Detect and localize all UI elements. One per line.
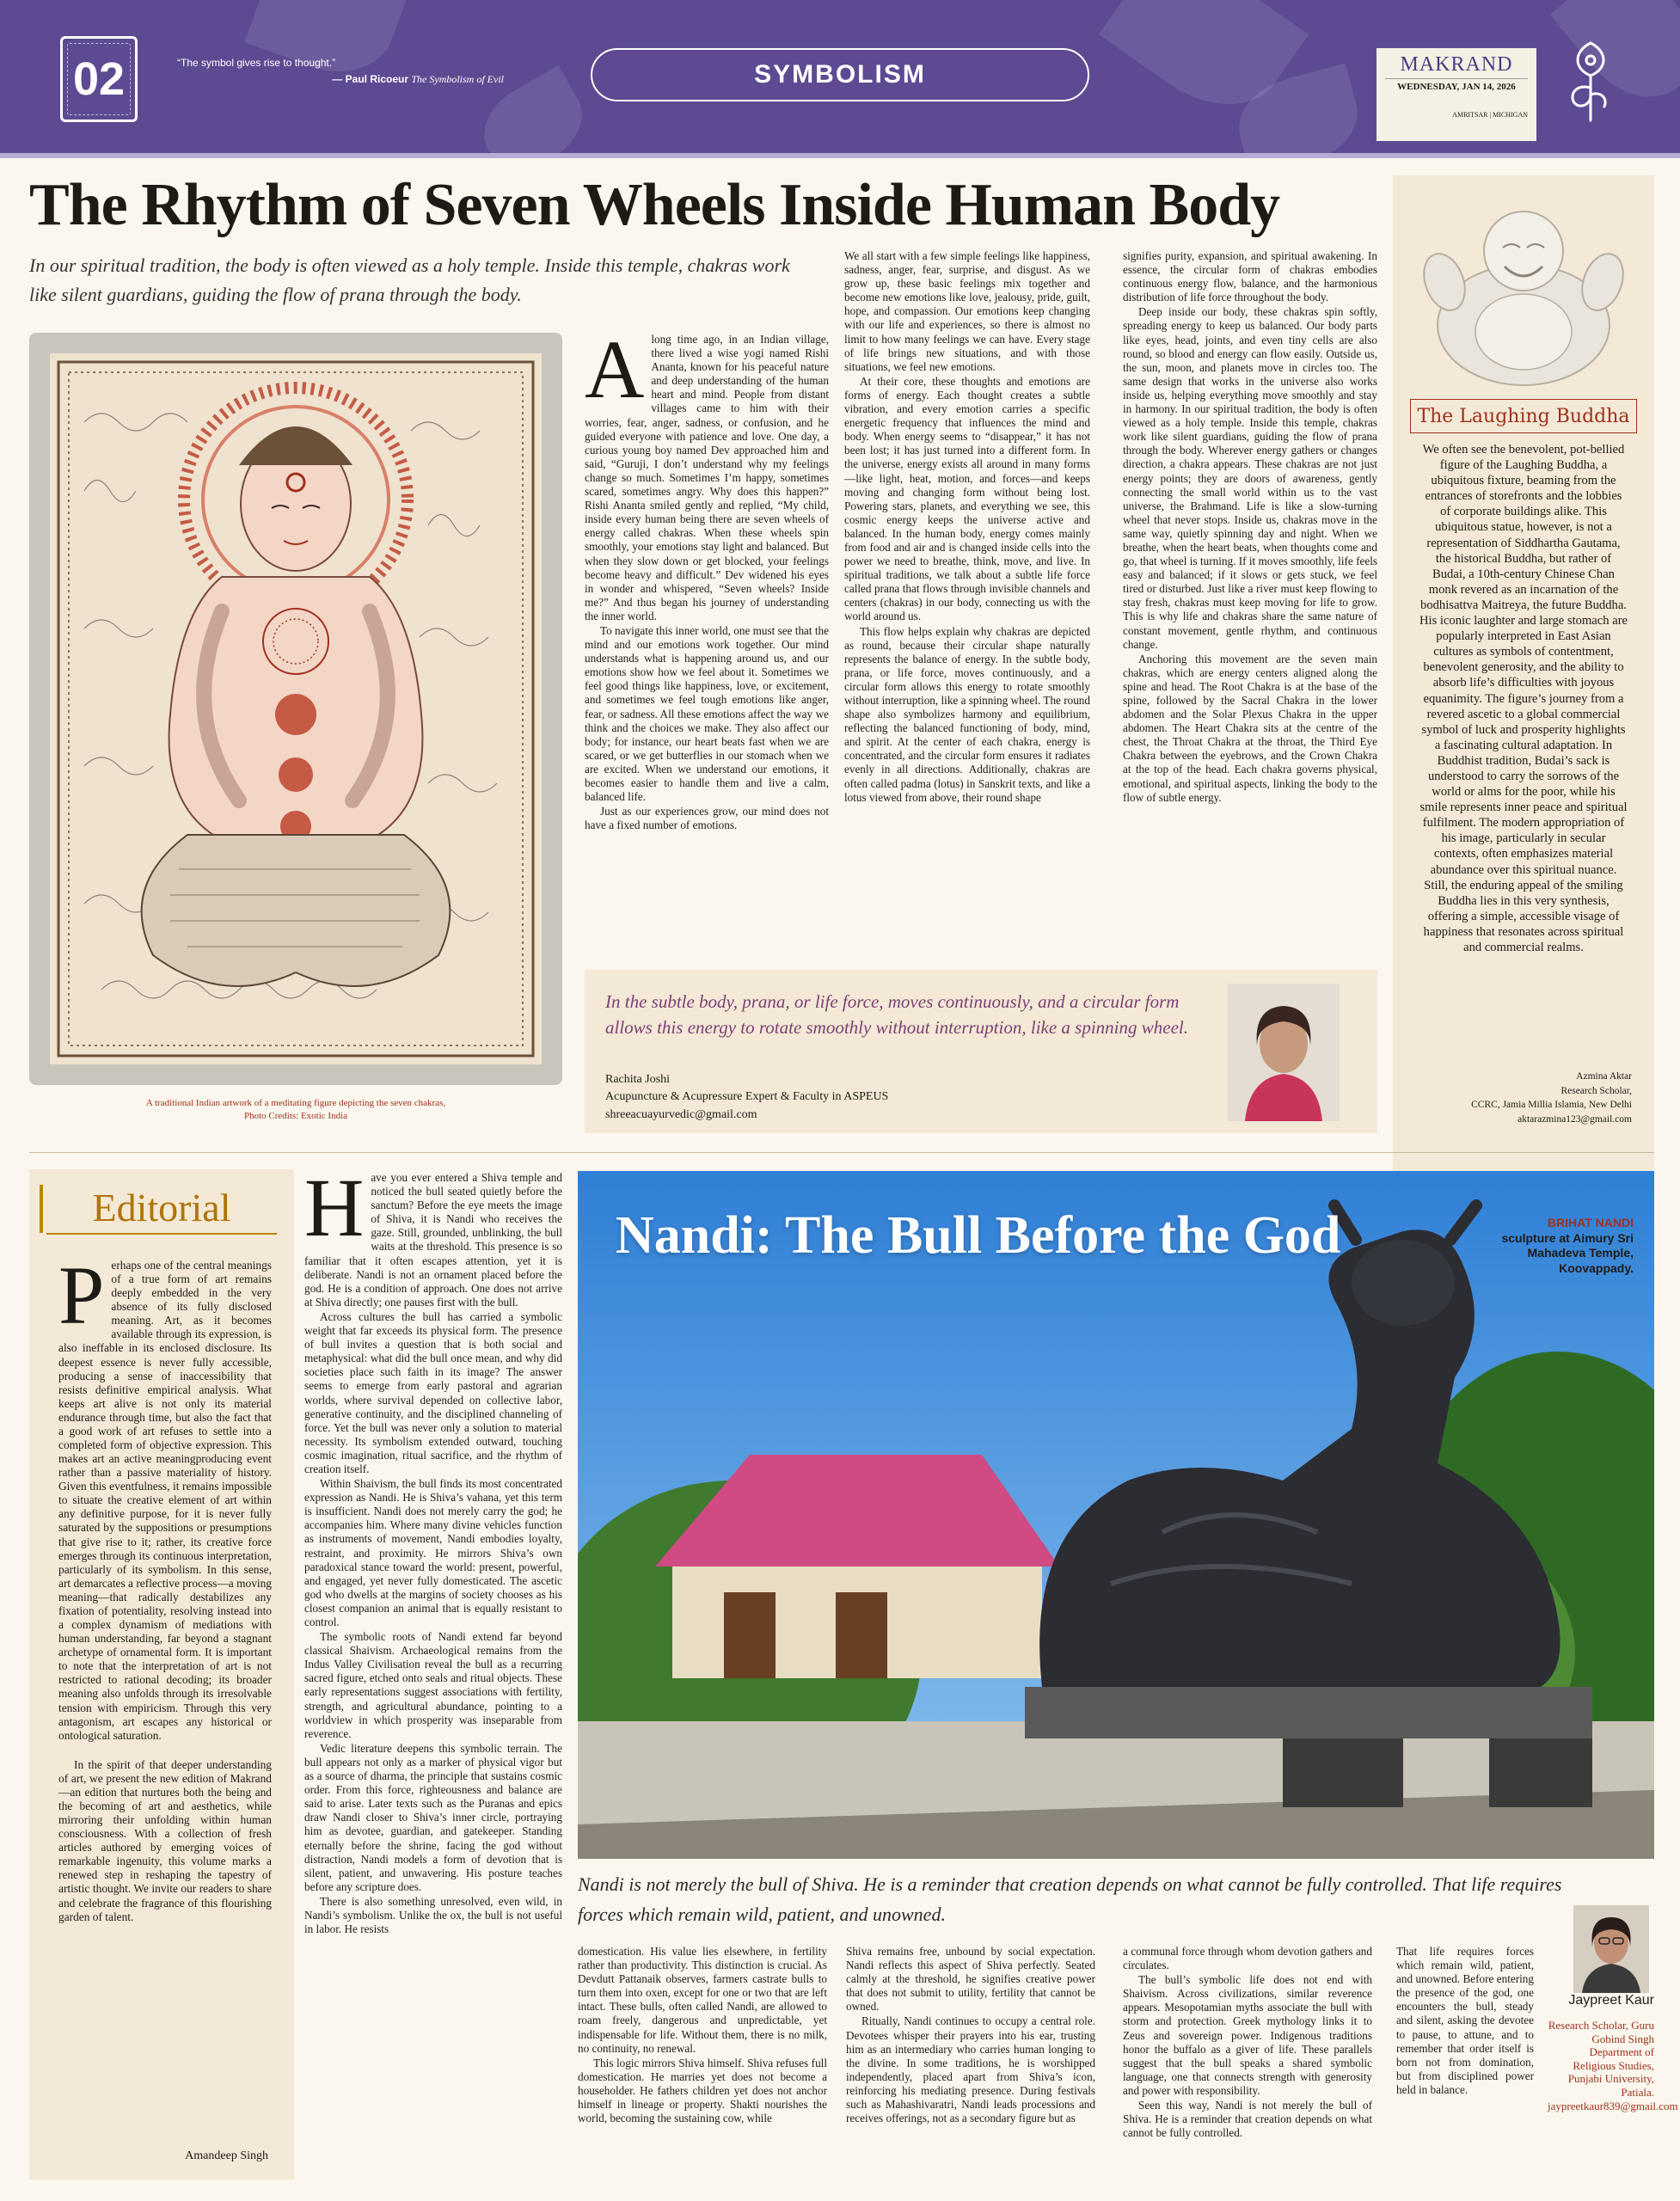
editorial-heading: Editorial xyxy=(46,1181,277,1235)
chakra-figure-image xyxy=(50,353,542,1064)
painting-credit: Photo Credits: Exotic India xyxy=(243,1111,348,1122)
painting-caption-line: A traditional Indian artwork of a meditating figure depicting the seven chakras, xyxy=(145,1098,446,1108)
paragraph: Seen this way, Nandi is not merely the bull of Shiva. He is a reminder that creation depends on what cannot be fully controlled. xyxy=(1123,2099,1372,2140)
page-number-badge xyxy=(60,36,138,122)
author-photo xyxy=(1228,984,1340,1121)
nandi-column-5 xyxy=(1396,1945,1534,2184)
paragraph: Across cultures the bull has carried a symbolic weight that far exceeds its physical form. The presence of bull invites a question that is both social and metaphysical: what did the bull once mean, and why did societies place such faith in its image? The answer seems to emerge from early pastoral and agrarian worlds, where survival depended on collective labor, generative continuity, and the disciplined channeling of force. Yet the bull was never only a solution to material necessity. Its symbolism extended outward, touching cosmic imagination, ritual sacrifice, and the rhythm of creation itself. xyxy=(304,1309,562,1475)
credit-name: Azmina Aktar xyxy=(1576,1071,1632,1082)
paragraph: Ritually, Nandi continues to occupy a central role. Devotees whisper their prayers into his ear, trusting him as an intermediary who carries human longing to the divine. In some traditions, he is worshipped independently, placed apart from Shiva’s icon, reinforcing his mediating presence. During festivals such as Mahashivaratri, Nandi leads processions and receives offerings, not as a secondary figure but as xyxy=(846,2014,1095,2125)
page-number: 02 xyxy=(72,53,126,105)
issue-places: AMRITSAR | MICHIGAN xyxy=(1452,111,1528,119)
caption-label: BRIHAT NANDI xyxy=(1547,1216,1634,1229)
nandi-column-4 xyxy=(1123,1945,1372,2184)
article-standfirst: In our spiritual tradition, the body is often viewed as a holy temple. Inside this temple, chakras work like silent guardians, guiding the flow of prana through the body. xyxy=(29,254,790,306)
sidebar-credit xyxy=(1471,1070,1632,1127)
nandi-column-2 xyxy=(578,1945,827,2184)
laughing-buddha-sidebar xyxy=(1393,175,1654,1181)
pull-quote-box xyxy=(585,970,1377,1133)
dropcap: P xyxy=(58,1259,105,1341)
quote-text: “The symbol gives rise to thought.” xyxy=(177,57,336,69)
section-label: SYMBOLISM xyxy=(591,48,1089,101)
editorial-column xyxy=(58,1259,272,1925)
header-quote xyxy=(177,55,504,88)
paragraph: Just as our experiences grow, our mind does not have a fixed number of emotions. xyxy=(585,805,829,832)
author-name: Rachita Joshi xyxy=(605,1073,671,1086)
issue-date: WEDNESDAY, JAN 14, 2026 xyxy=(1397,82,1516,92)
chakra-column-2 xyxy=(844,249,1090,956)
paragraph: To navigate this inner world, one must see that the mind and our emotions work together. Our mind understands what is happening around us, and our emotions show how we feel about it. Sometimes we feel good things like happiness, love, or excitement, and sometimes we feel tough emotions like anger, fear, or sadness. All these emotions affect the way we think and the choices we make. They also affect our body; for instance, our heart beats fast when we are scared, or we get butterflies in our stomach when we are excited. When we understand our emotions, it becomes easier to handle them and live a calm, balanced life. xyxy=(585,623,829,804)
nandi-author-credentials: Research Scholar, Guru Gobind Singh Department of Religious Studies, Punjabi University, Patiala. jaypreetkaur839@gmail.com xyxy=(1548,2019,1678,2112)
nandi-title: Nandi: The Bull Before the God xyxy=(616,1206,1341,1265)
brand-box xyxy=(1376,48,1536,141)
makrand-logo-icon xyxy=(1548,34,1634,129)
nandi-photo-caption xyxy=(1482,1216,1634,1276)
caption-text: sculpture at Aimury Sri Mahadeva Temple, Koovappady. xyxy=(1501,1230,1634,1275)
nandi-author-name: Jaypreet Kaur xyxy=(1568,1993,1654,2008)
paragraph: We all start with a few simple feelings like happiness, sadness, anger, fear, surprise, and disgust. As we grow up, these basic feelings mix together and become new emotions like love, jealousy, pride, guilt, hope, and compassion. Our emotions keep changing with our life and experiences, so there is almost no limit to how many feelings we can have. Every stage of life brings new situations, and with those situations, we feel new emotions. xyxy=(844,249,1090,373)
credit-role: Research Scholar, xyxy=(1560,1085,1632,1096)
chakra-painting xyxy=(29,333,562,1085)
dropcap: H xyxy=(304,1171,365,1254)
author-email: shreeacuayurvedic@gmail.com xyxy=(605,1107,757,1121)
paragraph: domestication. His value lies elsewhere, in fertility rather than productivity. This distinction is crucial. As Devdutt Pattanaik observes, farmers castrate bulls to turn them into oxen, except for one or two that are left intact. These bulls, often called Nandi, are allowed to roam freely, dangerous and unpredictable, yet indispensable for life. Without them, there is no milk, no continuity, no renewal. xyxy=(578,1945,827,2055)
paragraph: signifies purity, expansion, and spiritual awakening. In essence, the circular form of chakras embodies continuous energy flow, balance, and the harmonious distribution of life force throughout the body. xyxy=(1123,249,1377,304)
paragraph: Anchoring this movement are the seven main chakras, which are energy centers aligned along the spine and head. The Root Chakra is at the base of the spine, followed by the Sacral Chakra in the lower abdomen and the Solar Plexus Chakra in the upper abdomen. The Heart Chakra sits at the centre of the chest, the Throat Chakra at the throat, the Third Eye Chakra between the eyebrows, and the Crown Chakra at the top of the head. Each chakra governs physical, emotional, and spiritual aspects, linking the body to the flow of subtle energy. xyxy=(1123,652,1377,804)
quote-source: The Symbolism of Evil xyxy=(411,73,504,86)
author-block xyxy=(605,1071,888,1124)
paragraph: The symbolic roots of Nandi extend far beyond classical Shaivism. Archaeological remains from the Indus Valley Civilisation reveal the bull as a recurring sacred figure, etched onto seals and ritual objects. These early representations suggest associations with fertility, strength, and agricultural abundance, pointing to a worldview in which prosperity was inseparable from reverence. xyxy=(304,1630,562,1740)
paragraph: This flow helps explain why chakras are depicted as round, because their circular shape naturally represents the balance of energy. In the subtle body, prana, or life force, moves continuously, and a circular form allows this energy to rotate smoothly without interruption, like a spinning wheel. The round shape also symbolizes harmony and equilibrium, reflecting the balanced functioning of body, mind, and spirit. At the center of each chakra, energy is concentrated, and the circular form ensures it radiates evenly in all directions. Additionally, chakras are often called padma (lotus) in Sanskrit texts, and like a lotus viewed from above, their round shape xyxy=(844,624,1090,804)
author-role: Acupuncture & Acupressure Expert & Faculty in ASPEUS xyxy=(605,1090,889,1104)
paragraph: a communal force through whom devotion gathers and circulates. xyxy=(1123,1945,1372,1972)
quote-author: — Paul Ricoeur xyxy=(332,73,408,86)
editorial-signature: Amandeep Singh xyxy=(185,2149,268,2162)
pull-quote: In the subtle body, prana, or life force, moves continuously, and a circular form allows this energy to rotate smoothly without interruption, like a spinning wheel. xyxy=(605,991,1188,1039)
paragraph: This logic mirrors Shiva himself. Shiva refuses full domestication. He marries yet does not become a householder. He fathers children yet does not anchor himself in lineage or property. Shakti nourishes the world, becoming the sustaining cow, while xyxy=(578,2056,827,2125)
quote-attribution xyxy=(177,71,504,88)
sidebar-heading: The Laughing Buddha xyxy=(1410,399,1637,433)
credit-org: CCRC, Jamia Millia Islamia, New Delhi xyxy=(1471,1100,1632,1111)
masthead xyxy=(0,0,1680,153)
nandi-column-3 xyxy=(846,1945,1095,2184)
jaypreet-photo xyxy=(1573,1905,1649,1993)
paragraph: That life requires forces which remain wild, patient, and unowned. Before entering the presence of the god, one encounters the bull, steady and silent, asking the devotee to pause, to attune, and to remember that order itself is born not from domination, but from disciplined power held in balance. xyxy=(1396,1945,1534,2096)
paragraph: erhaps one of the central meanings of a true form of art remains deeply embedded in the very absence of its fully disclosed meaning. Art, as it becomes available through its expression, is also ineffable in its enclosed disclosure. Its deepest essence is never fully accessible, producing a sense of inaccessibility that resists definitive empirical analysis. What keeps art alive is not only its material endurance through time, but also the fact that a good work of art refuses to settle into a completed form of objective expression. This makes art an active meaningproducing event rather than a passive materiality of history. Given this eventfulness, it remains impossible to situate the creative element of art within any definitive purpose, for it is never fully saturated by the suppositions or presumptions that give rise to it; rather, its creative force emerges through its continuous interpretation, particularly of its symbolism. In this sense, art demarcates a reflective process—a moving meaning—that radically destabilizes any fixation of potentiality, resolving instead into a complex dynamism of mediations with human understanding, far beyond a stagnant archetype of ornamental form. It is important to note that the interpretation of art is not restricted to rational decoding; its broader meaning also unfolds through its irresolvable tension with empiricism. Through this very antagonism, art escapes any historical or ontological saturation. xyxy=(58,1259,272,1742)
paragraph: ave you ever entered a Shiva temple and noticed the bull seated quietly before the sanctum? Before the eye meets the image of Shiva, it is Nandi who receives the gaze. Still, grounded, unblinking, the bull waits at the threshold. This presence is so familiar that it often escapes attention, yet it is deliberate. Nandi is not an ornament placed before the god. He is a condition of approach. One does not arrive at Shiva directly; one pauses first with the bull. xyxy=(304,1171,562,1309)
paragraph: In the spirit of that deeper understanding of art, we present the new edition of Makrand—an edition that nurtures both the being and the becoming of art and aesthetics, while mirroring their unfolding within human consciousness. With a collection of fresh articles authored by emerging voices of remarkable ingenuity, this volume marks a renewed step in reshaping the tapestry of artistic thought. We invite our readers to share and celebrate the fragrance of this flourishing garden of talent. xyxy=(58,1757,272,1923)
paragraph: Deep inside our body, these chakras spin softly, spreading energy to keep us balanced. Our body parts like eyes, head, joints, and even tiny cells are also round, so blood and energy can flow easily. Outside us, the sun, moon, and planets move in circles too. The same design that works in the universe also works inside us, helping everything move smoothly and stay in harmony. In our spiritual tradition, the body is often viewed as a holy temple. Inside this temple, chakras work like silent guardians, guiding the flow of prana through the body. Wherever energy gathers or changes direction, a chakra appears. These chakras are not just energy points; they are doors of awareness, gently connecting the small world within us to the vast universe, the Brahmand. Life is like a slow-turning wheel that never stops. Inside us, chakras move in the same way, quietly spinning day and night. When we breathe, when the heart beats, when thoughts come and go, that wheel is turning. If it moves smoothly, life feels easy and balanced; if it slows or gets stuck, we feel tired or disturbed. Just like a river must keep flowing to stay fresh, chakras must keep moving for life to grow. This is why life and chakras share the same nature of constant movement, gentle rhythm, and continuous change. xyxy=(1123,305,1377,651)
section-divider xyxy=(29,1152,1654,1153)
paragraph: The bull’s symbolic life does not end with Shaivism. Across civilizations, similar reverence appears. Mesopotamian myths associate the bull with storm and protection. Greek mythology links it to Zeus and sovereign power. Indigenous traditions honor the buffalo as a giver of life. These parallels suggest that the bull speaks a shared symbolic language, one that connects strength with generosity and power with responsibility. xyxy=(1123,1973,1372,2097)
nandi-column-1 xyxy=(304,1171,562,2184)
paragraph: There is also something unresolved, even wild, in Nandi’s symbolism. Unlike the ox, the bull is not useful in labor. He resists xyxy=(304,1894,562,1936)
paragraph: Within Shaivism, the bull finds its most concentrated expression as Nandi. He is Shiva’s vahana, yet this term is insufficient. Nandi does not merely carry the god; he accompanies him. Where many divine vehicles function as instruments of movement, Nandi embodies loyalty, restraint, and proximity. He mirrors Shiva’s own paradoxical stance toward the world: present, powerful, and engaged, yet never fully domesticated. The ascetic god who dwells at the margins of society chooses as his closest companion an animal that is equally resistant to control. xyxy=(304,1477,562,1628)
sidebar-text: We often see the benevolent, pot-bellied figure of the Laughing Buddha, a ubiquitous fixture, beaming from the entrances of storefronts and the lobbies of corporate buildings alike. This ubiquitous statue, however, is not a representation of Siddhartha Gautama, the historical Buddha, but rather of Budai, a 10th-century Chinese Chan monk revered as an incarnation of the bodhisattva Maitreya, the future Buddha. His iconic laughter and large stomach are popularly interpreted in East Asian cultures as symbols of contentment, benevolent generosity, and the ability to absorb life’s difficulties with joyous equanimity. The figure’s journey from a revered ascetic to a global commercial symbol of luck and prosperity highlights a fascinating cultural adaptation. In Buddhist tradition, Budai’s sack is understood to carry the sorrows of the world or alms for the poor, while his smile represents inner peace and spiritual fulfilment. The modern appropriation of his image, particularly in secular contexts, often emphasizes material abundance over this spiritual nuance. Still, the enduring appeal of the smiling Buddha lies in this very synthesis, offering a simple, accessible visage of happiness that resonates across spiritual and commercial realms. xyxy=(1419,443,1628,954)
editorial-panel xyxy=(29,1169,294,2180)
nandi-strapline: Nandi is not merely the bull of Shiva. He is a reminder that creation depends on what cannot be fully controlled. That life requires forces which remain wild, patient, and unowned. xyxy=(578,1873,1562,1926)
article-title: The Rhythm of Seven Wheels Inside Human Body xyxy=(29,172,1280,238)
chakra-column-1 xyxy=(585,333,829,956)
paragraph: Shiva remains free, unbound by social expectation. Nandi reflects this aspect of Shiva perfectly. Seated calmly at the threshold, he signifies creative power that does not submit to utility, fertility that cannot be owned. xyxy=(846,1945,1095,2014)
paragraph: At their core, these thoughts and emotions are forms of energy. Each thought creates a subtle vibration, and every emotion carries a specific energetic frequency that influences the mind and body. When energy seems to “disappear,” it has not been lost; it has just turned into a different form. In the universe, energy exists all around in many forms—like light, heat, motion, and forces—and keeps moving and changing form without being lost. Powering stars, planets, and everything we see, this cosmic energy keeps the universe active and balanced. In the human body, energy comes mainly from food and air and is changed inside cells into the power we need to breathe, think, move, and live. In spiritual traditions, we talk about a subtle life force called prana that flows through invisible channels and centers (chakras) in our body, connecting us with the world around us. xyxy=(844,374,1090,623)
paragraph: Vedic literature deepens this symbolic terrain. The bull appears not only as a marker of physical vigor but as a source of dharma, the principle that sustains cosmic order. From this force, righteousness and balance are said to arise. Later texts such as the Puranas and epics draw Nandi closer to Shiva’s inner circle, portraying him as devotee, guardian, and gatekeeper. Standing eternally before the shrine, facing the god without distraction, Nandi models a form of devotion that is silent, patient, and unwavering. His posture teaches before any scripture does. xyxy=(304,1741,562,1893)
masthead-rule xyxy=(0,153,1680,158)
laughing-buddha-image xyxy=(1410,187,1637,394)
chakra-column-3 xyxy=(1123,249,1377,956)
brand-name: MAKRAND xyxy=(1385,53,1528,79)
painting-caption xyxy=(38,1097,554,1124)
dropcap: A xyxy=(585,333,645,415)
paragraph: long time ago, in an Indian village, there lived a wise yogi named Rishi Ananta, known for his peaceful nature and deep understanding of the human heart and mind. People from distant villages came to him with their worries, fear, anger, sadness, or confusion, and he guided everyone with patience and love. One day, a curious young boy named Dev approached him and said, “Guruji, I don’t understand why my feelings change so much. Sometimes I’m happy, sometimes scared, sometimes angry. Why does this happen?” Rishi Ananta smiled gently and replied, “My child, inside every human being there are seven wheels of energy called chakras. When these wheels spin smoothly, your emotions stay light and balanced. But when they slow down or get blocked, your feelings become heavy and difficult.” Dev widened his eyes in wonder and whispered, “Seven wheels? Inside me?” And thus began his journey of understanding the inner world. xyxy=(585,333,829,622)
credit-email: aktarazmina123@gmail.com xyxy=(1518,1114,1632,1125)
